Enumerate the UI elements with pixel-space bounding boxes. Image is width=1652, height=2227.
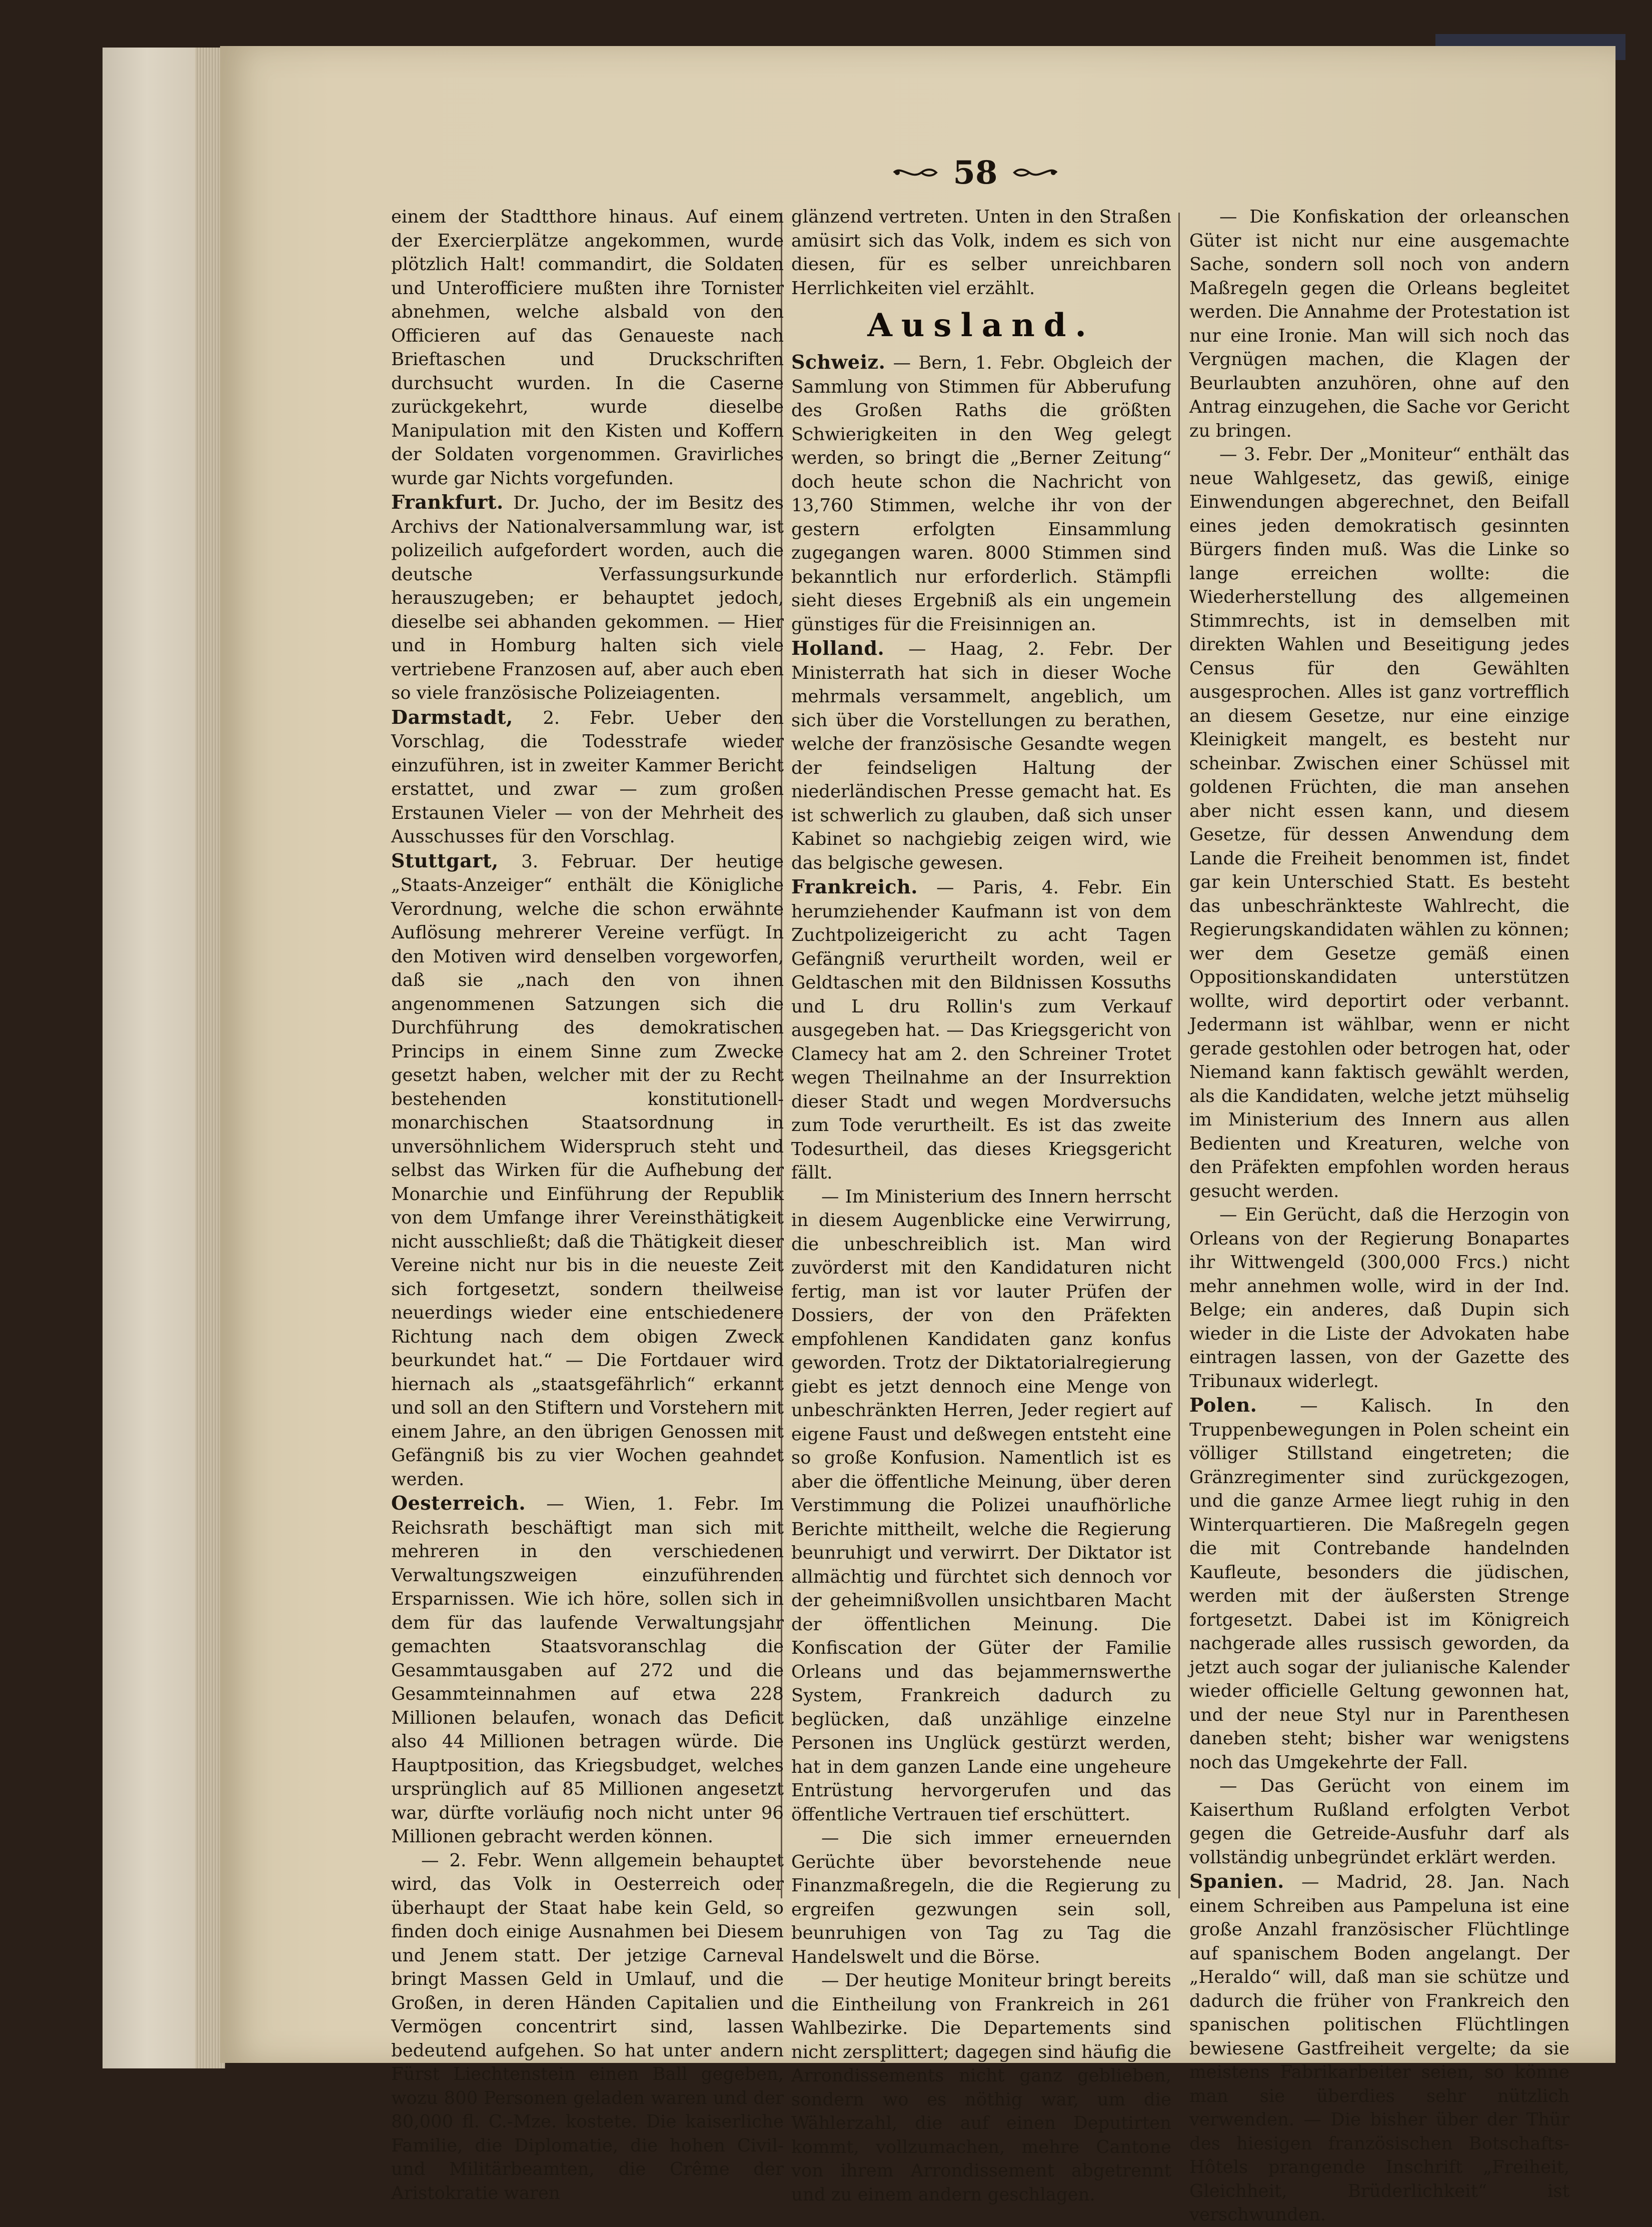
article-body: — Bern, 1. Febr. Obgleich der Sammlung von Stimmen für Abberufung des Großen Raths die größten Schwierigkeiten in den Weg gelegt werden, so bringt die „Berner Zeitung“ doch heute schon die Nachricht von 13,760 Stimmen, welche ihr von der gestern erfolgten Einsammlung zugegangen waren. 8000 Stimmen sind bekanntlich nur erforderlich. Stämpfli sieht dieses Ergebniß als ein ungemein günstiges für die Freisinnigen an. [791, 353, 1171, 635]
article-body: 2. Febr. Ueber den Vorschlag, die Todesstrafe wieder einzuführen, ist in zweiter Kammer Bericht erstattet, und zwar — zum großen Erstaunen Vieler — von der Mehrheit des Ausschusses für den Vorschlag. [391, 707, 784, 847]
article-heading: Oesterreich. [391, 1492, 526, 1514]
article-heading: Frankreich. [791, 875, 918, 898]
article-paragraph: — Die sich immer erneuernden Gerüchte über bevorstehende neue Finanzmaßregeln, die die Regierung zu ergreifen gezwungen sein soll, beunruhigen von Tag zu Tag die Handelswelt und die Börse. [791, 1828, 1171, 1967]
article-paragraph: — Im Ministerium des Innern herrscht in diesem Augenblicke eine Verwirrung, die unbeschreiblich ist. Man wird zuvörderst mit den Kandidaturen nicht fertig, man ist vor lauter Prüfen der Dossiers, der von den Präfekten empfohlenen Kandidaten ganz konfus geworden. Trotz der Diktatorialregierung giebt es jetzt dennoch eine Menge von unbeschränkten Herren, Jeder regiert auf eigene Faust und deßwegen entsteht eine so große Konfusion. Namentlich ist es aber die öffentliche Meinung, über deren Verstimmung die Polizei unaufhörliche Berichte mittheilt, welche die Regierung beunruhigt und verwirrt. Der Diktator ist allmächtig und fürchtet sich dennoch vor der geheimnißvollen unsichtbaren Macht der öffentlichen Meinung. Die Konfiscation der Güter der Familie Orleans und das bejammernswerthe System, Frankreich dadurch zu beglücken, daß unzählige einzelne Personen ins Unglück gestürzt werden, hat in dem ganzen Lande eine ungeheure Entrüstung hervorgerufen und das öffentliche Vertrauen tief erschüttert. [791, 1186, 1171, 1825]
article-body: — Paris, 4. Febr. Ein herumziehender Kaufmann ist von dem Zuchtpolizeigericht zu acht Tagen Gefängniß verurtheilt worden, weil er Geldtaschen mit den Bildnissen Kossuths und L dru Rollin's zum Verkauf ausgegeben hat. — Das Kriegsgericht von Clamecy hat am 2. den Schreiner Trotet wegen Theilnahme an der Insurrektion dieser Stadt und wegen Mordversuchs zum Tode verurtheilt. Es ist das zweite Todesurtheil, das dieses Kriegsgericht fällt. [791, 877, 1171, 1183]
article-paragraph: — 3. Febr. Der „Moniteur“ enthält das neue Wahlgesetz, das gewiß, einige Einwendungen abgerechnet, den Beifall eines jeden demokratisch gesinnten Bürgers finden muß. Was die Linke so lange erreichen wollte: die Wiederherstellung des allgemeinen Stimmrechts, ist in demselben mit direkten Wahlen und Beseitigung jedes Census für den Gewählten ausgesprochen. Alles ist ganz vortrefflich an diesem Gesetze, nur eine einzige Kleinigkeit mangelt, es besteht nur scheinbar. Zwischen einer Schüssel mit goldenen Früchten, die man ansehen aber nicht essen kann, und diesem Gesetze, für dessen Anwendung dem Lande die Freiheit benommen ist, findet gar kein Unterschied Statt. Es besteht das unbeschränkteste Wahlrecht, die Regierungskandidaten wählen zu können; wer dem Gesetze gemäß einen Oppositionskandidaten unterstützen wollte, wird deportirt oder verbannt. Jedermann ist wählbar, wenn er nicht gerade gestohlen oder betrogen hat, oder Niemand kann faktisch gewählt werden, als die Kandidaten, welche jetzt mühselig im Ministerium des Innern aus allen Bedienten und Kreaturen, welche von den Präfekten empfohlen worden heraus gesucht werden. [1189, 444, 1569, 1202]
article-paragraph [791, 636, 1171, 875]
article-paragraph: — Der heutige Moniteur bringt bereits die Eintheilung von Frankreich in 261 Wahlbezirke. Die Departements sind nicht zersplittert; dagegen sind häufig die Arrondissements nicht ganz geblieben, sondern wo es nöthig war, um die Wählerzahl, die auf einen Deputirten kommt, vollzumachen, mehre Cantone von ihrem Arrondissement abgetrennt und zu einem andern geschlagen. [791, 1970, 1171, 2205]
article-heading: Spanien. [1189, 1870, 1284, 1892]
article-heading: Stuttgart, [391, 849, 499, 872]
article-body: 3. Februar. Der heutige „Staats-Anzeiger“ enthält die Königliche Verordnung, welche die schon erwähnte Auflösung mehrerer Vereine verfügt. In den Motiven wird denselben vorgeworfen, daß sie „nach den von ihnen angenommenen Satzungen sich die Durchführung des demokratischen Princips in einem Sinne zum Zwecke gesetzt haben, welcher mit der zu Recht bestehenden konstitutionell-monarchischen Staatsordnung in unversöhnlichem Widerspruch steht und selbst das Wirken für die Aufhebung der Monarchie und Einführung der Republik von dem Umfange ihrer Vereinsthätigkeit nicht ausschließt; daß die Thätigkeit dieser Vereine nicht nur bis in die neueste Zeit sich fortgesetzt, sondern theilweise neuerdings wieder eine entschiedenere Richtung nach dem obigen Zweck beurkundet hat.“ — Die Fortdauer wird hiernach als „staatsgefährlich“ erkannt und soll an den Stiftern und Vorstehern mit einem Jahre, an den übrigen Genossen mit Gefängniß bis zu vier Wochen geahndet werden. [391, 851, 784, 1490]
article-paragraph [391, 705, 784, 849]
article-body: — Kalisch. In den Truppenbewegungen in Polen scheint ein völliger Stillstand eingetreten; die Gränzregimenter sind zurückgezogen, und die ganze Armee liegt ruhig in den Winterquartieren. Die Maßregeln gegen die mit Contrebande handelnden Kaufleute, besonders die jüdischen, werden mit der äußersten Strenge fortgesetzt. Dabei ist im Königreich nachgerade alles russisch geworden, da jetzt auch sogar der julianische Kalender wieder officielle Geltung gewonnen hat, und der neue Styl nur in Parenthesen daneben steht; bisher war wenigstens noch das Umgekehrte der Fall. [1189, 1396, 1569, 1773]
article-paragraph [391, 849, 784, 1492]
article-heading: Darmstadt, [391, 705, 513, 728]
column-3 [1189, 205, 1569, 2225]
article-paragraph: — 2. Febr. Wenn allgemein behauptet wird, das Volk in Oesterreich oder überhaupt der Staat habe kein Geld, so finden doch einige Ausnahmen bei Diesem und Jenem statt. Der jetzige Carneval bringt Massen Geld in Umlauf, und die Großen, in deren Händen Capitalien und Vermögen concentrirt sind, lassen bedeutend aufgehen. So hat unter andern Fürst Liechtenstein einen Ball gegeben, wozu 800 Personen geladen waren und der 80,000 fl. C.-Mze. kostete. Die kaiserliche Familie, die Diplomatie, die hohen Civil- und Militärbeamten, die Crême der Aristokratie waren [391, 1850, 784, 2203]
article-paragraph: — Das Gerücht von einem im Kaiserthum Rußland erfolgten Verbot gegen die Getreide-Ausfuhr darf als vollständig unbegründet erklärt werden. [1189, 1776, 1569, 1868]
column-rule [1178, 213, 1180, 1898]
article-paragraph: einem der Stadtthore hinaus. Auf einem der Exercierplätze angekommen, wurde plötzlich Halt! commandirt, die Soldaten und Unterofficiere mußten ihre Tornister abnehmen, welche alsbald von den Officieren auf das Genaueste nach Brieftaschen und Druckschriften durchsucht wurden. In die Caserne zurückgekehrt, wurde dieselbe Manipulation mit den Kisten und Koffern der Soldaten vorgenommen. Gravirliches wurde gar Nichts vorgefunden. [391, 207, 784, 489]
article-paragraph [1189, 1869, 1569, 2227]
article-paragraph [391, 490, 784, 705]
column-2 [791, 205, 1171, 2205]
article-body: — Madrid, 28. Jan. Nach einem Schreiben aus Pampeluna ist eine große Anzahl französischer Flüchtlinge auf spanischem Boden angelangt. Der „Heraldo“ will, daß man sie schütze und dadurch die früher von Frankreich den spanischen politischen Flüchtlingen bewiesene Gastfreiheit vergelte; da sie meistens Fabrikarbeiter seien, so könne man sie überdies sehr nützlich verwenden. — Die bisher über der Thür des hiesigen französischen Botschafts-Hôtels prangende Inschrift „Freiheit, Gleichheit, Brüderlichkeit“ ist verschwunden. [1189, 1872, 1569, 2225]
article-heading: Schweiz. [791, 351, 886, 373]
page-number: 58 [953, 154, 998, 192]
article-paragraph [791, 350, 1171, 636]
article-paragraph [791, 875, 1171, 1185]
article-paragraph: — Ein Gerücht, daß die Herzogin von Orleans von der Regierung Bonapartes ihr Wittwengeld (300,000 Frcs.) nicht mehr annehmen wolle, wird in der Ind. Belge; ein anderes, daß Dupin sich wieder in die Liste der Advokaten habe eintragen lassen, von der Gazette des Tribunaux widerlegt. [1189, 1205, 1569, 1392]
ornament-right-icon [1012, 163, 1059, 183]
ornament-left-icon [891, 163, 939, 183]
article-paragraph [391, 1491, 784, 1849]
section-title: Ausland. [867, 307, 1095, 344]
article-body: — Wien, 1. Febr. Im Reichsrath beschäftigt man sich mit mehreren in den verschiedenen Verwaltungszweigen einzuführenden Ersparnissen. Wie ich höre, sollen sich in dem für das laufende Verwaltungsjahr gemachten Staatsvoranschlag die Gesammtausgaben auf 272 und die Gesammteinnahmen auf etwa 228 Millionen belaufen, wonach das Deficit also 44 Millionen betragen würde. Die Hauptposition, das Kriegsbudget, welches ursprünglich auf 85 Millionen angesetzt war, dürfte vorläufig noch nicht unter 96 Millionen gebracht werden können. [391, 1494, 784, 1847]
article-heading: Frankfurt. [391, 491, 504, 513]
column-1 [391, 205, 784, 2203]
article-body: Dr. Jucho, der im Besitz des Archivs der Nationalversammlung war, ist polizeilich aufgefordert worden, auch die deutsche Verfassungsurkunde herauszugeben; er behauptet jedoch, dieselbe sei abhanden gekommen. — Hier und in Homburg halten sich viele vertriebene Franzosen auf, aber auch eben so viele französische Polizeiagenten. [391, 493, 784, 703]
article-body: — Haag, 2. Febr. Der Ministerrath hat sich in dieser Woche mehrmals versammelt, angeblich, um sich über die Vorstellungen zu berathen, welche der französische Gesandte wegen der feindseligen Haltung der niederländischen Presse gemacht hat. Es ist schwerlich zu glauben, daß sich unser Kabinet so nachgiebig zeigen wird, wie das belgische gewesen. [791, 639, 1171, 873]
article-heading: Polen. [1189, 1394, 1257, 1416]
article-paragraph [1189, 1393, 1569, 1774]
page-header [875, 150, 1075, 195]
article-heading: Holland. [791, 637, 885, 659]
article-paragraph: — Die Konfiskation der orleanschen Güter ist nicht nur eine ausgemachte Sache, sondern soll noch von andern Maßregeln gegen die Orleans begleitet werden. Die Annahme der Protestation ist nur eine Ironie. Man will sich noch das Vergnügen machen, die Klagen der Beurlaubten anzuhören, ohne auf den Antrag einzugehen, die Sache vor Gericht zu bringen. [1189, 207, 1569, 441]
article-paragraph: glänzend vertreten. Unten in den Straßen amüsirt sich das Volk, indem es sich von diesen, für es selber unreichbaren Herrlichkeiten viel erzählt. [791, 207, 1171, 299]
